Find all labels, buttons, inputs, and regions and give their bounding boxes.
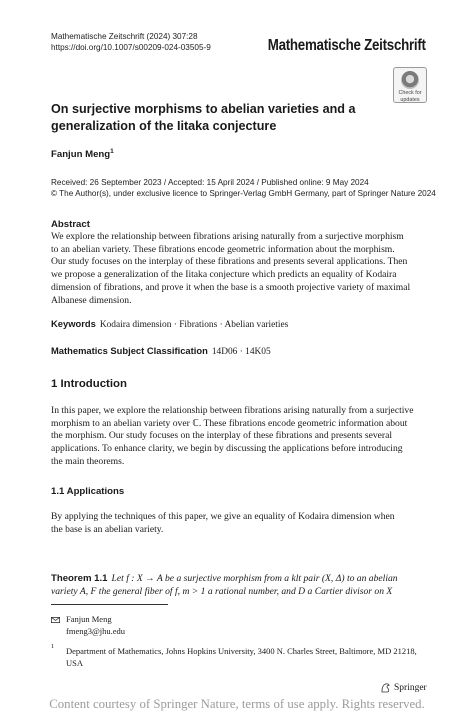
courtesy-notice: Content courtesy of Springer Nature, terms of use apply. Rights reserved. bbox=[49, 697, 425, 711]
footnote-line: Department of Mathematics, Johns Hopkins University, 3400 N. Charles Street, Baltimore, MD 21218, bbox=[66, 646, 417, 656]
intro-line: In this paper, we explore the relationship between fibrations arising naturally from a surjective bbox=[51, 405, 414, 416]
applications-line: By applying the techniques of this paper, we give an equality of Kodaira dimension when bbox=[51, 511, 395, 522]
intro-line: the main theorems. bbox=[51, 455, 125, 467]
contact-email[interactable]: fmeng3@jhu.edu bbox=[66, 625, 126, 636]
footnote-rule bbox=[51, 604, 168, 605]
abstract-body bbox=[51, 231, 425, 307]
introduction-body bbox=[51, 405, 425, 469]
abstract-line: Our study focuses on the interplay of these fibrations and presents several applications. Then bbox=[51, 256, 408, 268]
intro-line: applications. To enhance clarity, we begin by discussing the applications before introducing bbox=[51, 443, 403, 455]
footnote-line: USA bbox=[66, 657, 84, 668]
msc-text: 14D06 · 14K05 bbox=[211, 347, 271, 357]
article-title: On surjective morphisms to abelian varieties and a generalization of the Iitaka conjecture bbox=[51, 102, 356, 133]
check-for-updates-badge[interactable] bbox=[393, 67, 427, 103]
doi-link[interactable]: https://doi.org/10.1007/s00209-024-03505-9 bbox=[51, 43, 211, 52]
theorem-line: variety A, F the general fiber of f, m > 1 a rational number, and D a Cartier divisor on X bbox=[51, 586, 393, 598]
subsection-heading: 1.1 Applications bbox=[51, 486, 125, 497]
abstract-line: Albanese dimension. bbox=[51, 294, 132, 306]
check-updates-line-2: updates bbox=[400, 97, 420, 103]
theorem-line: Let f : X → A be a surjective morphism from a klt pair (X, Δ) to an abelian bbox=[111, 573, 398, 584]
copyright-notice: © The Author(s), under exclusive licence to Springer-Verlag GmbH Germany, part of Springer Nature 2024 bbox=[51, 189, 436, 198]
intro-line: the morphism. Our study focuses on the interplay of these fibrations and presents several bbox=[51, 430, 393, 442]
keywords-label: Keywords bbox=[51, 318, 96, 329]
abstract-line: dimension of fibrations, and prove it when the base is a smooth projective variety of maximal bbox=[51, 281, 411, 293]
envelope-icon bbox=[51, 617, 60, 623]
publisher-logo bbox=[380, 682, 427, 693]
affiliation-footnote bbox=[66, 646, 426, 669]
keywords-text: Kodaira dimension · Fibrations · Abelian varieties bbox=[99, 320, 289, 330]
footnote-mark: 1 bbox=[51, 643, 55, 650]
section-heading: 1 Introduction bbox=[51, 378, 127, 390]
applications-line: the base is an abelian variety. bbox=[51, 523, 164, 535]
theorem bbox=[51, 572, 425, 599]
springer-horse-icon bbox=[380, 682, 391, 693]
publisher-name: Springer bbox=[394, 682, 427, 693]
article-dates: Received: 26 September 2023 / Accepted: 15 April 2024 / Published online: 9 May 2024 bbox=[51, 178, 369, 187]
intro-line: morphism to an abelian variety over ℂ. These fibrations encode geometric information about bbox=[51, 417, 408, 429]
applications-body bbox=[51, 511, 425, 536]
msc-label: Mathematics Subject Classification bbox=[51, 345, 208, 356]
author-name[interactable]: Fanjun Meng bbox=[51, 149, 111, 161]
contact-name: Fanjun Meng bbox=[66, 614, 112, 624]
affiliation-mark: 1 bbox=[110, 148, 114, 155]
author-line bbox=[51, 148, 114, 160]
crossmark-icon bbox=[401, 71, 419, 89]
journal-name: Mathematische Zeitschrift bbox=[268, 37, 426, 54]
theorem-label: Theorem 1.1 bbox=[51, 573, 108, 584]
journal-citation: Mathematische Zeitschrift (2024) 307:28 bbox=[51, 32, 198, 41]
check-updates-line-1: Check for bbox=[398, 90, 422, 96]
abstract-line: We explore the relationship between fibrations arising naturally from a surjective morphism bbox=[51, 231, 404, 242]
abstract-line: we propose a generalization of the Iitaka conjecture which predicts an equality of Kodaira bbox=[51, 269, 397, 281]
keywords bbox=[51, 318, 288, 330]
abstract-line: to an abelian variety. These fibrations encode geometric information about the morphism. bbox=[51, 243, 395, 255]
msc-classification bbox=[51, 345, 271, 357]
abstract-heading: Abstract bbox=[51, 219, 90, 230]
corresponding-author bbox=[66, 614, 125, 637]
